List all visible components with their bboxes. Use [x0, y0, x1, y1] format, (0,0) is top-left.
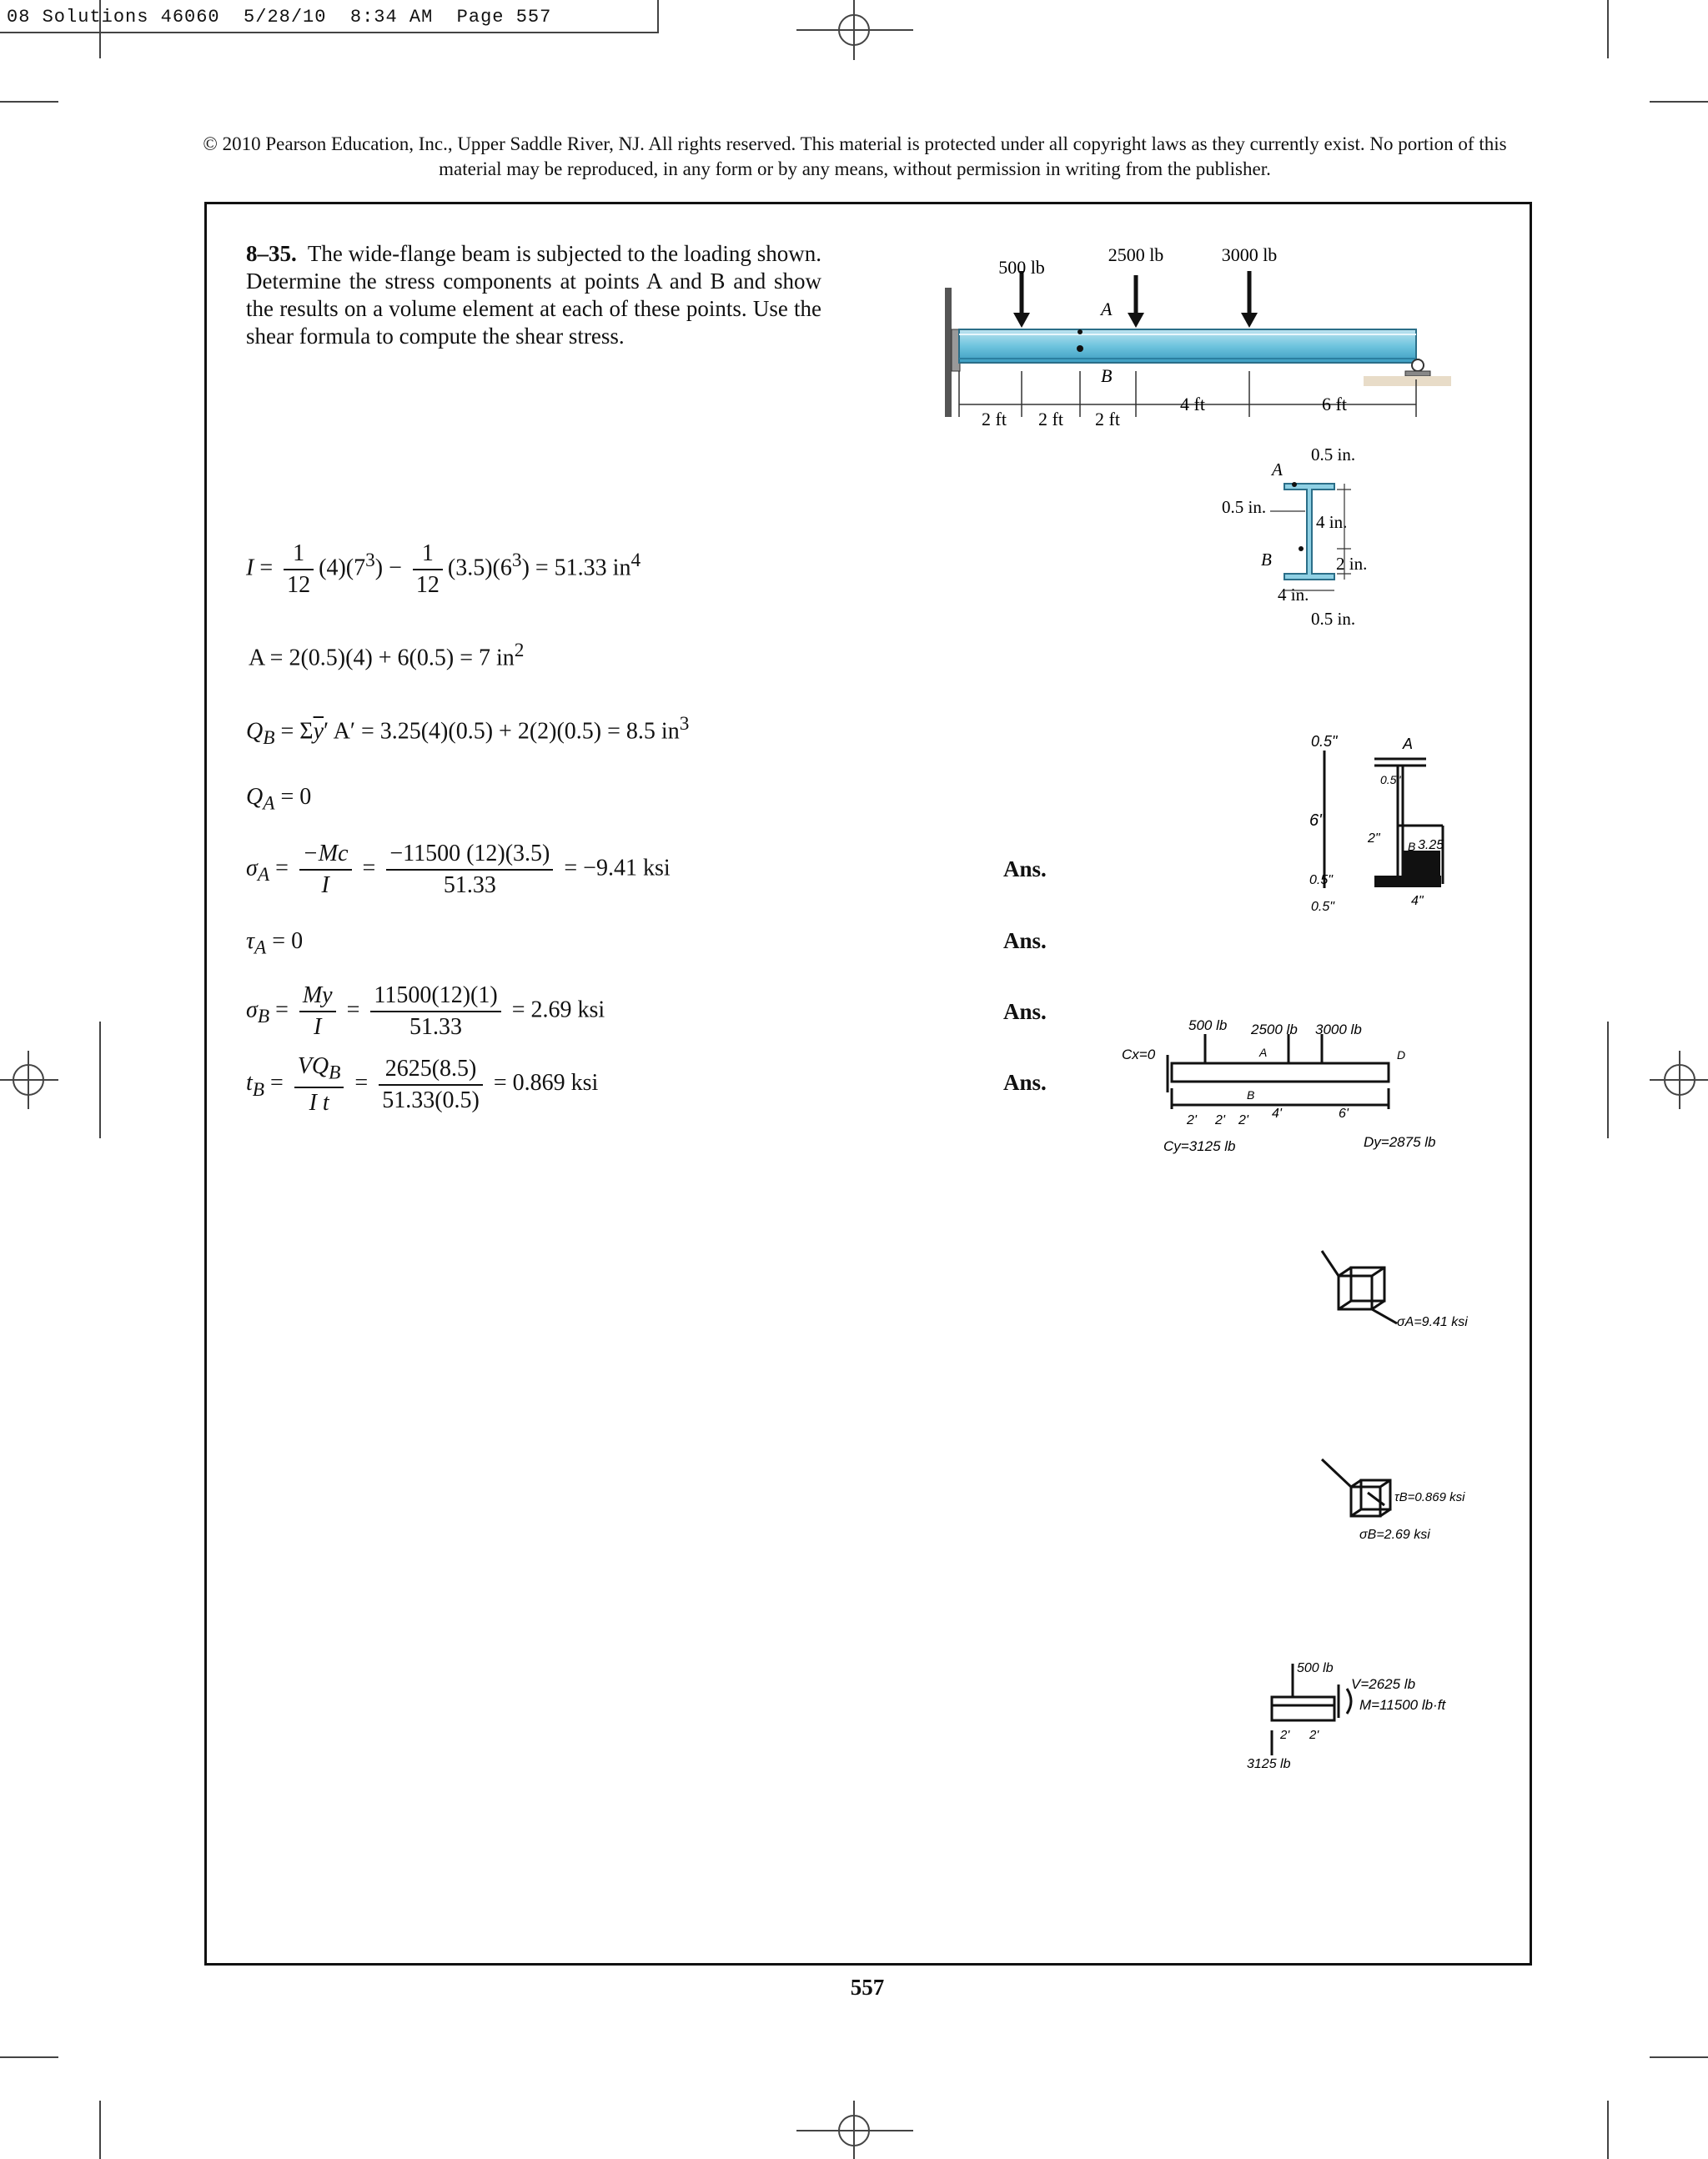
- print-slug: 08 Solutions 46060 5/28/10 8:34 AM Page 557: [0, 0, 659, 33]
- svg-text:0.5": 0.5": [1380, 773, 1401, 786]
- problem-text: The wide-flange beam is subjected to the loading shown. Determine the stress components at points A and B and show the results on a volume element at each of these points. Use the shear formula to compute the shear stress.: [246, 241, 821, 349]
- point-b-label: B: [1101, 365, 1113, 386]
- svg-text:500 lb: 500 lb: [1297, 1661, 1334, 1675]
- eq-sigma-b: $\sigma_B$ = $\frac{My}{I}$ = $\frac{11500(12)(1)}{51.33}$ = 2.69 ksi: [246, 982, 605, 1040]
- eq-qa: $Q_A = 0$: [246, 784, 312, 815]
- element-a-sketch: [1318, 1247, 1468, 1343]
- eq-tau-a: $\tau_A = 0$: [246, 928, 304, 959]
- section-sketch: [1309, 726, 1468, 926]
- svg-text:2': 2': [1187, 1113, 1197, 1127]
- width-dim: 4 in.: [1278, 585, 1309, 605]
- web-height-dim: 4 in.: [1316, 512, 1348, 532]
- svg-text:3000 lb: 3000 lb: [1315, 1022, 1362, 1037]
- svg-text:4": 4": [1411, 894, 1424, 908]
- element-b-sketch: [1318, 1455, 1468, 1572]
- svg-text:500 lb: 500 lb: [1188, 1017, 1228, 1033]
- load-500: 500 lb: [998, 257, 1045, 278]
- svg-text:2': 2': [1215, 1113, 1225, 1127]
- svg-text:0.5": 0.5": [1311, 900, 1334, 914]
- svg-text:σB=2.69 ksi: σB=2.69 ksi: [1359, 1528, 1430, 1542]
- svg-text:3.25: 3.25: [1418, 838, 1444, 852]
- section-a-label: A: [1272, 459, 1283, 479]
- svg-text:D: D: [1397, 1048, 1406, 1062]
- fbd-sketch: [1122, 1009, 1439, 1172]
- problem-number: 8–35.: [246, 241, 297, 266]
- b-height-dim: 2 in.: [1336, 554, 1368, 574]
- beam-figure: [934, 238, 1451, 438]
- svg-text:σA=9.41 ksi: σA=9.41 ksi: [1397, 1315, 1468, 1329]
- svg-text:2': 2': [1309, 1728, 1319, 1742]
- ans-sigma-b: Ans.: [1003, 999, 1047, 1024]
- page-number: 557: [850, 1975, 885, 2000]
- eq-moment-of-inertia: I = $\frac{1}{12}$ $(4)(7^3)$ − $\frac{1}{12}$ $(3.5)(6^3) = 51.33$ $in^4$: [246, 540, 641, 598]
- problem-statement: [246, 240, 821, 350]
- svg-text:2': 2': [1238, 1113, 1248, 1127]
- eq-qb: $Q_B = \Sigma\overline{y}'$ A′ = 3.25(4)(0.5) + 2(2)(0.5) = 8.5 $in^3$: [246, 713, 690, 749]
- bottom-flange-dim: 0.5 in.: [1311, 609, 1356, 629]
- ans-sigma-a: Ans.: [1003, 856, 1047, 881]
- svg-text:3125 lb: 3125 lb: [1247, 1757, 1291, 1771]
- svg-text:4': 4': [1272, 1107, 1282, 1121]
- span-3: 2 ft: [1095, 409, 1120, 429]
- svg-text:Cy=3125 lb: Cy=3125 lb: [1163, 1138, 1236, 1154]
- svg-text:A: A: [1259, 1046, 1268, 1059]
- svg-text:Cx=0: Cx=0: [1122, 1047, 1156, 1062]
- segment-sketch: [1243, 1651, 1476, 1776]
- load-3000: 3000 lb: [1221, 244, 1278, 265]
- svg-text:0.5": 0.5": [1309, 873, 1333, 887]
- point-a-label: A: [1101, 299, 1113, 319]
- section-b-label: B: [1261, 550, 1272, 570]
- svg-text:2": 2": [1368, 831, 1380, 846]
- svg-text:A: A: [1403, 736, 1414, 752]
- span-2: 2 ft: [1038, 409, 1063, 429]
- svg-text:6": 6": [1309, 811, 1325, 830]
- svg-text:V=2625 lb: V=2625 lb: [1351, 1676, 1416, 1692]
- svg-text:2500 lb: 2500 lb: [1251, 1022, 1298, 1037]
- cross-section-figure: [1218, 442, 1409, 634]
- eq-shear-b: $t_B$ = $\frac{VQ_B}{\text{I t}}$ = $\frac{2625(8.5)}{51.33(0.5)}$ = 0.869 ksi: [246, 1053, 599, 1116]
- span-4: 4 ft: [1180, 394, 1205, 414]
- load-2500: 2500 lb: [1108, 244, 1164, 265]
- svg-text:6': 6': [1339, 1107, 1349, 1121]
- svg-text:B: B: [1408, 840, 1416, 853]
- ans-tau-a: Ans.: [1003, 928, 1047, 953]
- eq-sigma-a: $\sigma_A$ = $\frac{-Mc}{I}$ = $\frac{-11500 (12)(3.5)}{51.33}$ = −9.41 ksi: [246, 841, 671, 898]
- copyright-notice: © 2010 Pearson Education, Inc., Upper Saddle River, NJ. All rights reserved. This material is protected under all copyright laws as they currently exist. No portion of this material may be reproduced, in any form or by any means, without permission in writing from the publisher.: [203, 133, 1507, 179]
- eq-area: A = 2(0.5)(4) + 6(0.5) = 7 $in^2$: [249, 640, 525, 671]
- svg-text:2': 2': [1280, 1728, 1290, 1742]
- span-5: 6 ft: [1322, 394, 1347, 414]
- web-dim: 0.5 in.: [1222, 497, 1267, 517]
- span-1: 2 ft: [982, 409, 1007, 429]
- top-flange-dim: 0.5 in.: [1311, 444, 1356, 464]
- svg-text:Dy=2875 lb: Dy=2875 lb: [1364, 1134, 1436, 1150]
- svg-text:M=11500 lb·ft: M=11500 lb·ft: [1359, 1697, 1446, 1713]
- svg-text:0.5": 0.5": [1311, 733, 1338, 750]
- svg-text:τB=0.869 ksi: τB=0.869 ksi: [1394, 1490, 1465, 1504]
- ans-shear-b: Ans.: [1003, 1070, 1047, 1095]
- svg-text:B: B: [1247, 1088, 1255, 1102]
